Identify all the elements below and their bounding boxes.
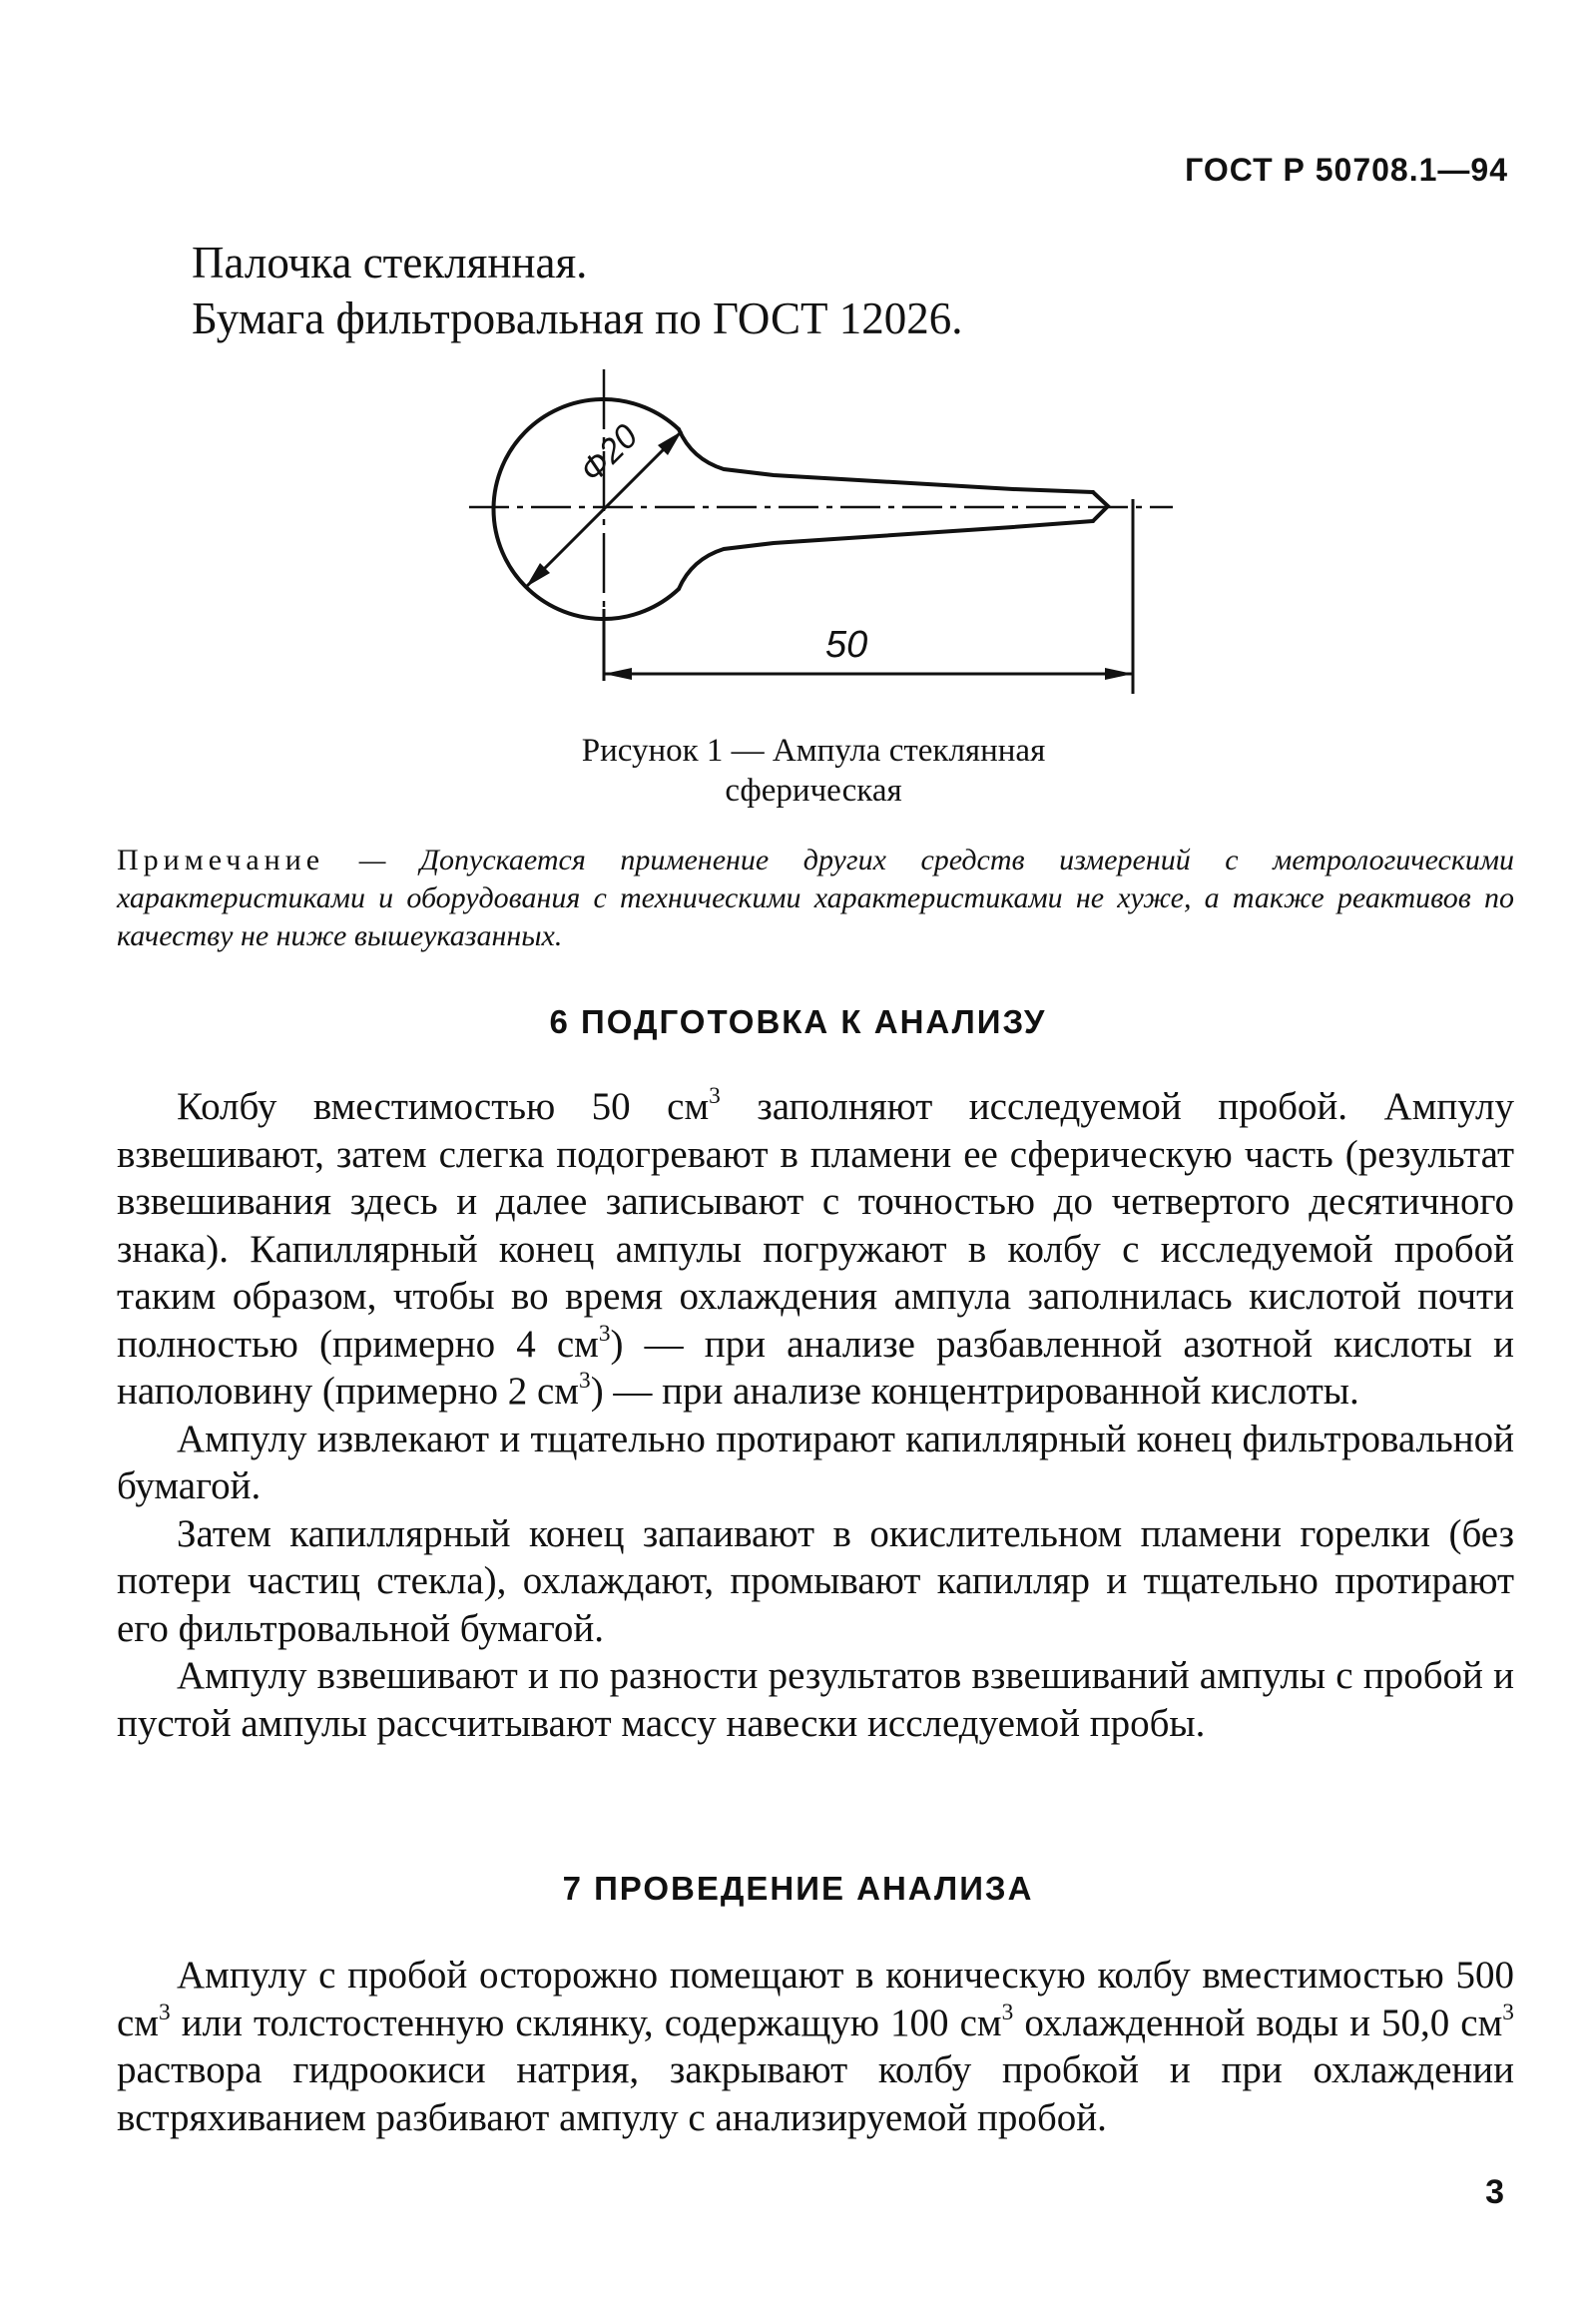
- diameter-label: Ф20: [572, 416, 646, 490]
- note-text: — Допускается применение других средств измерений с метрологическими характеристиками и оборудования с техническими характеристиками не хуже, а также реактивов по качеству не ниже вышеуказанных.: [117, 844, 1515, 952]
- figure-caption-line: Рисунок 1 — Ампула стеклянная: [581, 733, 1046, 769]
- materials-list: [192, 235, 962, 346]
- arrow-head: [604, 668, 632, 680]
- neck-lower: [679, 521, 1093, 589]
- material-item: Бумага фильтровальная по ГОСТ 12026.: [192, 293, 963, 343]
- paragraph: Колбу вместимостью 50 $см^3$ заполняют исследуемой пробой. Ампулу взвешивают, затем слегка подогревают в пламени ее сферическую часть (результат взвешивания здесь и далее записывают с точностью до четвертого десятичного знака). Капиллярный конец ампулы погружают в колбу с исследуемой пробой таким образом, чтобы во время охлаждения ампула заполнилась кислотой почти полностью (примерно 4 $см^3$) — при анализе разбавленной азотной кислоты и наполовину (примерно 2 $см^3$) — при анализе концентрированной кислоты.: [117, 1083, 1514, 1413]
- section-heading: 6 ПОДГОТОВКА К АНАЛИЗУ: [549, 1003, 1047, 1040]
- document-header: ГОСТ Р 50708.1—94: [1185, 152, 1508, 188]
- paragraph: Ампулу извлекают и тщательно протирают капиллярный конец фильтровальной бумагой.: [117, 1417, 1514, 1507]
- paragraph: Ампулу взвешивают и по разности результатов взвешиваний ампулы с пробой и пустой ампулы рассчитывают массу навески исследуемой пробы.: [117, 1654, 1514, 1745]
- material-item: Палочка стеклянная.: [192, 238, 588, 287]
- page-number: 3: [1485, 2173, 1504, 2211]
- arrow-head: [1105, 668, 1133, 680]
- sphere-outline: [494, 399, 679, 619]
- figure-caption: [399, 731, 1228, 811]
- note-label: Примечание: [117, 844, 325, 876]
- section-6-body: [117, 1083, 1514, 1747]
- section-7-body: [117, 1952, 1514, 2141]
- ampoule-drawing: [454, 359, 1183, 709]
- paragraph: Затем капиллярный конец запаивают в окислительном пламени горелки (без потери частиц стекла), охлаждают, промывают капилляр и тщательно протирают его фильтровальной бумагой.: [117, 1511, 1514, 1650]
- section-heading: 7 ПРОВЕДЕНИЕ АНАЛИЗА: [562, 1870, 1034, 1907]
- length-label: 50: [825, 624, 868, 666]
- paragraph: Ампулу с пробой осторожно помещают в коническую колбу вместимостью 500 $см^3$ или толстостенную склянку, содержащую 100 $см^3$ охлажденной воды и 50,0 $см^3$ раствора гидроокиси натрия, закрывают колбу пробкой и при охлаждении встряхиванием разбивают ампулу с анализируемой пробой.: [117, 1954, 1514, 2139]
- note-block: [117, 842, 1514, 955]
- figure-caption-line: сферическая: [725, 773, 902, 809]
- neck-upper: [679, 429, 1093, 492]
- ampoule-figure: [454, 359, 1183, 709]
